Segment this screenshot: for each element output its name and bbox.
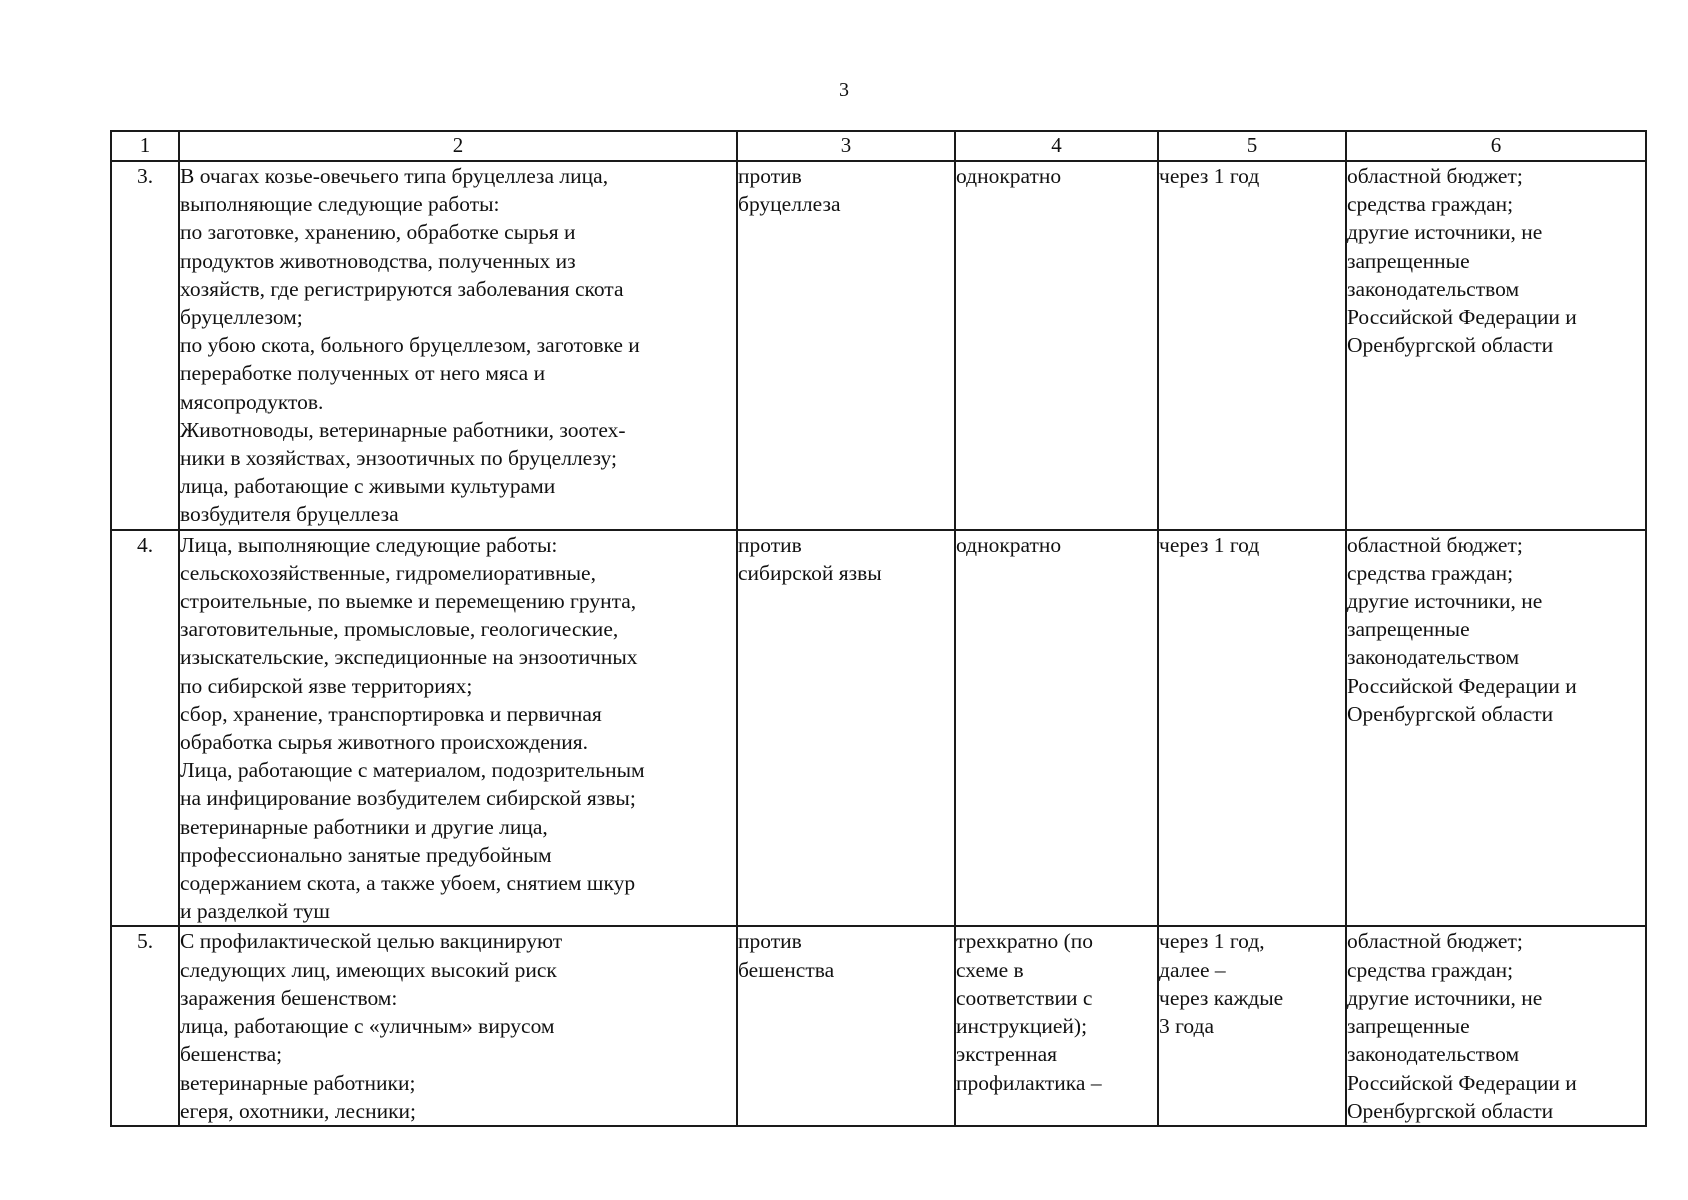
- cell-text-line: Лица, выполняющие следующие работы:: [180, 532, 558, 557]
- cell-text-line: законодательством: [1347, 1042, 1520, 1067]
- cell-text-line: через каждые: [1159, 985, 1284, 1010]
- table-row: [111, 161, 1646, 530]
- cell-text-line: и разделкой туш: [180, 899, 330, 924]
- cell-text-line: Оренбургской области: [1347, 1098, 1554, 1123]
- cell-text-line: однократно: [956, 164, 1062, 188]
- cell-text-line: другие источники, не: [1347, 985, 1543, 1010]
- cell-text-line: выполняющие следующие работы:: [180, 192, 500, 217]
- cell-text-line: средства граждан;: [1347, 560, 1514, 585]
- row-number: 4.: [111, 530, 179, 927]
- cell-text-line: областной бюджет;: [1347, 164, 1523, 188]
- cell-text-line: областной бюджет;: [1347, 532, 1523, 557]
- cell-text-line: ветеринарные работники;: [180, 1070, 416, 1095]
- cell-text-line: Российской Федерации и: [1347, 1070, 1577, 1095]
- cell-text-line: бешенства;: [180, 1042, 283, 1067]
- cell-text-line: содержанием скота, а также убоем, снятием шкур: [180, 871, 636, 896]
- cell-text-line: Оренбургской области: [1347, 701, 1554, 726]
- cell-text-line: средства граждан;: [1347, 957, 1514, 982]
- cell-text-line: 3 года: [1159, 1014, 1215, 1039]
- cell-text-line: заражения бешенством:: [180, 985, 398, 1010]
- table-row: [111, 926, 1646, 1125]
- revaccination-cell: [1158, 161, 1346, 530]
- cell-text-line: ветеринарные работники и другие лица,: [180, 814, 548, 839]
- cell-text-line: трехкратно (по: [956, 929, 1094, 954]
- cell-text-line: запрещенные: [1347, 617, 1470, 642]
- cell-text-line: через 1 год,: [1159, 929, 1265, 954]
- page-number: 3: [839, 79, 849, 101]
- cell-text-line: против: [738, 532, 802, 557]
- description-cell: [179, 161, 737, 530]
- column-header-5: 5: [1158, 131, 1346, 161]
- cell-text-line: областной бюджет;: [1347, 929, 1523, 954]
- cell-text-line: С профилактической целью вакцинируют: [180, 929, 563, 954]
- cell-text-line: бруцеллеза: [738, 192, 841, 217]
- cell-text-line: изыскательские, экспедиционные на энзоотичных: [180, 645, 638, 670]
- revaccination-cell: [1158, 530, 1346, 927]
- cell-text-line: сбор, хранение, транспортировка и первичная: [180, 701, 602, 726]
- cell-text-line: Российской Федерации и: [1347, 305, 1577, 330]
- cell-text-line: законодательством: [1347, 276, 1520, 301]
- cell-text-line: законодательством: [1347, 645, 1520, 670]
- cell-text-line: профессионально занятые предубойным: [180, 842, 552, 867]
- frequency-cell: [955, 926, 1158, 1125]
- cell-text-line: ники в хозяйствах, энзоотичных по бруцеллезу;: [180, 446, 617, 471]
- cell-text-line: соответствии с: [956, 985, 1093, 1010]
- cell-text-line: схеме в: [956, 957, 1024, 982]
- cell-text-line: по сибирской язве территориях;: [180, 673, 473, 698]
- description-cell: [179, 926, 737, 1125]
- cell-text-line: по убою скота, больного бруцеллезом, заготовке и: [180, 333, 640, 358]
- column-header-2: 2: [179, 131, 737, 161]
- cell-text-line: Животноводы, ветеринарные работники, зоотех-: [180, 417, 626, 442]
- cell-text-line: В очагах козье-овечьего типа бруцеллеза лица,: [180, 164, 609, 188]
- cell-text-line: через 1 год: [1159, 532, 1260, 557]
- cell-text-line: однократно: [956, 532, 1062, 557]
- cell-text-line: бешенства: [738, 957, 835, 982]
- funding-cell: [1346, 530, 1646, 927]
- column-header-4: 4: [955, 131, 1158, 161]
- description-cell: [179, 530, 737, 927]
- against-cell: [737, 926, 955, 1125]
- cell-text-line: хозяйств, где регистрируются заболевания скота: [180, 276, 624, 301]
- cell-text-line: против: [738, 929, 802, 954]
- cell-text-line: лица, работающие с «уличным» вирусом: [180, 1014, 555, 1039]
- header-row: [111, 131, 1646, 161]
- against-cell: [737, 161, 955, 530]
- cell-text-line: сибирской язвы: [738, 560, 882, 585]
- cell-text-line: против: [738, 164, 802, 188]
- cell-text-line: профилактика –: [956, 1070, 1102, 1095]
- frequency-cell: [955, 161, 1158, 530]
- column-header-1: 1: [111, 131, 179, 161]
- cell-text-line: Российской Федерации и: [1347, 673, 1577, 698]
- against-cell: [737, 530, 955, 927]
- cell-text-line: сельскохозяйственные, гидромелиоративные,: [180, 560, 596, 585]
- cell-text-line: продуктов животноводства, полученных из: [180, 248, 576, 273]
- cell-text-line: строительные, по выемке и перемещению грунта,: [180, 589, 637, 614]
- vaccination-table: [110, 130, 1647, 1127]
- frequency-cell: [955, 530, 1158, 927]
- cell-text-line: переработке полученных от него мяса и: [180, 361, 546, 386]
- cell-text-line: заготовительные, промысловые, геологические,: [180, 617, 619, 642]
- cell-text-line: инструкцией);: [956, 1014, 1088, 1039]
- column-header-6: 6: [1346, 131, 1646, 161]
- cell-text-line: бруцеллезом;: [180, 305, 303, 330]
- cell-text-line: запрещенные: [1347, 248, 1470, 273]
- cell-text-line: другие источники, не: [1347, 589, 1543, 614]
- row-number: 5.: [111, 926, 179, 1125]
- cell-text-line: на инфицирование возбудителем сибирской язвы;: [180, 786, 636, 811]
- revaccination-cell: [1158, 926, 1346, 1125]
- funding-cell: [1346, 926, 1646, 1125]
- cell-text-line: мясопродуктов.: [180, 389, 324, 414]
- cell-text-line: следующих лиц, имеющих высокий риск: [180, 957, 557, 982]
- cell-text-line: по заготовке, хранению, обработке сырья и: [180, 220, 576, 245]
- cell-text-line: запрещенные: [1347, 1014, 1470, 1039]
- cell-text-line: средства граждан;: [1347, 192, 1514, 217]
- cell-text-line: далее –: [1159, 957, 1226, 982]
- table-row: [111, 530, 1646, 927]
- cell-text-line: Оренбургской области: [1347, 333, 1554, 358]
- cell-text-line: возбудителя бруцеллеза: [180, 502, 399, 527]
- cell-text-line: другие источники, не: [1347, 220, 1543, 245]
- funding-cell: [1346, 161, 1646, 530]
- row-number: 3.: [111, 161, 179, 530]
- cell-text-line: обработка сырья животного происхождения.: [180, 730, 589, 755]
- cell-text-line: егеря, охотники, лесники;: [180, 1098, 417, 1123]
- cell-text-line: экстренная: [956, 1042, 1058, 1067]
- column-header-3: 3: [737, 131, 955, 161]
- cell-text-line: лица, работающие с живыми культурами: [180, 474, 556, 499]
- cell-text-line: через 1 год: [1159, 164, 1260, 188]
- cell-text-line: Лица, работающие с материалом, подозрительным: [180, 758, 645, 783]
